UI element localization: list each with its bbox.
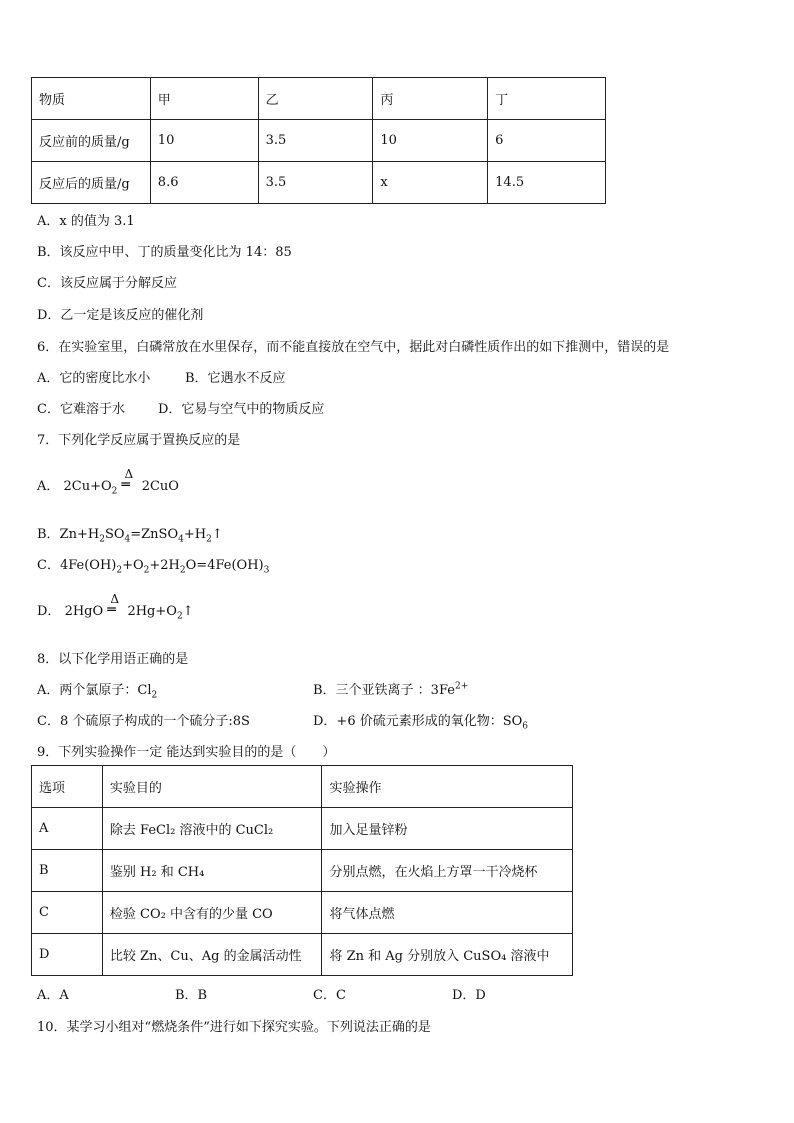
equals-sign: ═ xyxy=(121,476,130,493)
option-text: A．两个氯原子：Cl xyxy=(37,683,152,698)
table-cell: C xyxy=(32,892,103,934)
table-row xyxy=(32,120,606,162)
experiment-table xyxy=(31,765,573,976)
table-cell: 甲 xyxy=(150,78,258,120)
table-cell: x xyxy=(373,162,488,204)
option-text: D．+6 价硫元素形成的氧化物：SO xyxy=(313,714,523,729)
q6-option-c[interactable]: C．它难溶于水 xyxy=(37,402,125,417)
table-cell: 3.5 xyxy=(258,120,373,162)
table-cell: 8.6 xyxy=(150,162,258,204)
table-cell: 分别点燃，在火焰上方罩一干冷烧杯 xyxy=(322,850,573,892)
q9-option-b[interactable]: B．B xyxy=(175,988,208,1003)
table-cell: 物质 xyxy=(32,78,151,120)
table-cell: 反应前的质量/g xyxy=(32,120,151,162)
table-row xyxy=(32,850,573,892)
subscript: 2 xyxy=(111,486,118,497)
q6-option-a[interactable]: A．它的密度比水小 xyxy=(37,371,151,386)
equation-reactants: 2Cu+O xyxy=(63,479,112,494)
table-cell: 乙 xyxy=(258,78,373,120)
table-cell: 加入足量锌粉 xyxy=(322,808,573,850)
q9-option-a[interactable]: A．A xyxy=(37,988,69,1003)
table-cell: D xyxy=(32,934,103,976)
table-cell: 比较 Zn、Cu、Ag 的金属活动性 xyxy=(102,934,322,976)
equation-products: 2CuO xyxy=(141,479,179,494)
table-row xyxy=(32,808,573,850)
table-cell: 丙 xyxy=(373,78,488,120)
heat-condition xyxy=(107,591,123,620)
q7-stem: 7．下列化学反应属于置换反应的是 xyxy=(37,433,241,448)
q8-option-b[interactable]: B．三个亚铁离子 ：$3Fe^{2+}$ xyxy=(313,681,469,698)
q8-stem: 8．以下化学用语正确的是 xyxy=(37,652,189,667)
delta-symbol: Δ xyxy=(110,591,119,606)
option-text: B．三个亚铁离子 ：3Fe xyxy=(313,683,455,698)
table-cell: B xyxy=(32,850,103,892)
equals-sign: ═ xyxy=(107,601,116,618)
q7-option-a[interactable] xyxy=(37,466,179,497)
q8-option-d[interactable]: D．+6 价硫元素形成的氧化物：$SO_6$ xyxy=(313,714,529,732)
table-cell: 反应后的质量/g xyxy=(32,162,151,204)
equation-products: 2Hg+O xyxy=(127,604,177,619)
q9-option-c[interactable]: C．C xyxy=(313,988,346,1003)
q6-option-d[interactable]: D．它易与空气中的物质反应 xyxy=(158,402,325,417)
table-cell: 3.5 xyxy=(258,162,373,204)
q8-option-a[interactable]: A．两个氯原子：$Cl_2$ xyxy=(37,683,158,701)
q7-option-d[interactable]: D． 2HgO Δ ═ $2Hg+O_2↑$ xyxy=(37,591,194,622)
q5-option-a[interactable]: A．x 的值为 3.1 xyxy=(37,214,135,229)
table-row xyxy=(32,934,573,976)
option-label: A． xyxy=(37,479,60,494)
table-cell: 丁 xyxy=(488,78,606,120)
option-label: D． xyxy=(37,604,61,619)
table-header-cell: 实验操作 xyxy=(322,766,573,808)
q8-option-c[interactable]: C．8 个硫原子构成的一个硫分子:8S xyxy=(37,714,250,729)
table-cell: 除去 FeCl₂ 溶液中的 CuCl₂ xyxy=(102,808,322,850)
q10-stem: 10．某学习小组对“燃烧条件”进行如下探究实验。下列说法正确的是 xyxy=(37,1020,431,1035)
table-header-cell: 实验目的 xyxy=(102,766,322,808)
table-cell: 检验 CO₂ 中含有的少量 CO xyxy=(102,892,322,934)
table-cell: 10 xyxy=(373,120,488,162)
q6-stem: 6．在实验室里，白磷常放在水里保存，而不能直接放在空气中，据此对白磷性质作出的如下推测中，错误的是 xyxy=(37,340,670,355)
q5-option-c[interactable]: C．该反应属于分解反应 xyxy=(37,276,177,291)
equation-reactants: 2HgO xyxy=(64,604,104,619)
delta-symbol: Δ xyxy=(124,466,134,481)
q9-stem: 9．下列实验操作一定 能达到实验目的的是（ ） xyxy=(37,745,336,760)
table-row xyxy=(32,892,573,934)
heat-condition xyxy=(121,466,138,495)
q7-option-c[interactable]: C．$4Fe(OH)_2+O_2+2H_2O=4Fe(OH)_3$ xyxy=(37,558,270,576)
option-label: B． xyxy=(37,527,60,542)
table-row xyxy=(32,162,606,204)
table-header-row xyxy=(32,766,573,808)
table-cell: 14.5 xyxy=(488,162,606,204)
q5-option-b[interactable]: B．该反应中甲、丁的质量变化比为 14：85 xyxy=(37,245,292,260)
q7-option-b[interactable]: B．$Zn+H_2SO_4=ZnSO_4+H_2↑$ xyxy=(37,527,223,545)
table-cell: 6 xyxy=(488,120,606,162)
table-header-cell: 选项 xyxy=(32,766,103,808)
table-cell: 将 Zn 和 Ag 分别放入 CuSO₄ 溶液中 xyxy=(322,934,573,976)
table-cell: 10 xyxy=(150,120,258,162)
q5-option-d[interactable]: D．乙一定是该反应的催化剂 xyxy=(37,308,204,323)
mass-table xyxy=(31,77,606,204)
table-cell: 鉴别 H₂ 和 CH₄ xyxy=(102,850,322,892)
q6-option-b[interactable]: B．它遇水不反应 xyxy=(185,371,286,386)
q9-option-d[interactable]: D．D xyxy=(452,988,486,1003)
table-cell: 将气体点燃 xyxy=(322,892,573,934)
table-cell: A xyxy=(32,808,103,850)
table-row xyxy=(32,78,606,120)
